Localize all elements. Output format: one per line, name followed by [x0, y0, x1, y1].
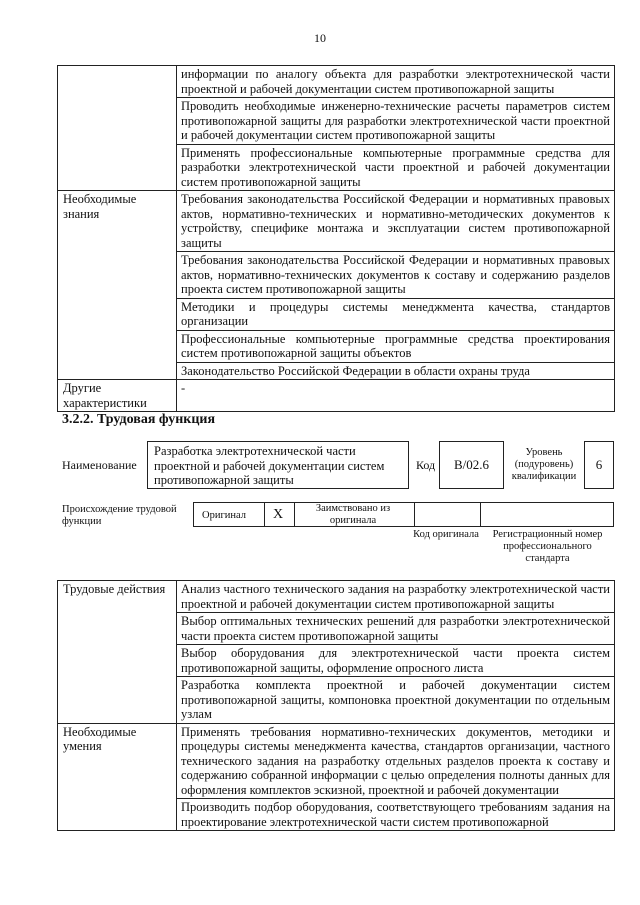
table-cell: Применять требования нормативно-технических документов, методики и процедуры системы менеджмента качества, стандартов организации, частного технического задания на разработку отдельных разделов проекта к составу и содержанию собранной информации с целью определения полноты данных для оформления комплектов эскизной, проектной и рабочей документации [177, 723, 615, 799]
divider [414, 503, 415, 526]
row-label-actions: Трудовые действия [58, 581, 177, 724]
table-row [58, 581, 615, 613]
table-cell: информации по аналогу объекта для разработки электротехнической части проектной и рабочей документации систем противопожарной защиты [177, 66, 615, 98]
table-cell: Требования законодательства Российской Федерации и нормативных правовых актов, нормативно-технических и нормативно-методических документов к устройству, специфике монтажа и эксплуатации систем противопожарной защиты [177, 191, 615, 252]
table-cell: Профессиональные компьютерные программные средства проектирования систем противопожарной защиты объектов [177, 330, 615, 362]
table-row [58, 380, 615, 412]
row-label-skills: Необходимые умения [58, 723, 177, 831]
divider [480, 503, 481, 526]
level-label: Уровень (подуровень) квалификации [511, 447, 577, 482]
section-heading: 3.2.2. Трудовая функция [62, 412, 216, 427]
origin-label: Происхождение трудовой функции [62, 504, 177, 527]
function-name: Разработка электротехнической части проектной и рабочей документации систем противопожарной защиты [147, 441, 409, 489]
divider [264, 503, 265, 526]
table-cell: Требования законодательства Российской Федерации и нормативных правовых актов, нормативно-технических документов к составу и содержанию разделов проекта систем противопожарной защиты [177, 252, 615, 299]
actions-skills-table [57, 580, 615, 831]
table-cell: Применять профессиональные компьютерные программные средства для разработки электротехнической части проектной и рабочей документации систем противопожарной защиты [177, 144, 615, 191]
table-row [58, 723, 615, 799]
table-row [58, 66, 615, 98]
level-value: 6 [584, 441, 614, 489]
row-label [58, 66, 177, 191]
page-number: 10 [314, 31, 326, 45]
code-label: Код [416, 458, 436, 472]
original-mark: X [273, 507, 284, 522]
table-cell: Методики и процедуры системы менеджмента качества, стандартов организации [177, 298, 615, 330]
table-cell: - [177, 380, 615, 412]
table-cell: Проводить необходимые инженерно-технические расчеты параметров систем противопожарной защиты для разработки электротехнической части проектной и рабочей документации систем противопожарной защиты [177, 98, 615, 145]
borrowed-label: Заимствовано из оригинала [315, 503, 391, 526]
table-cell: Анализ частного технического задания на разработку электротехнической части проектной и рабочей документации систем противопожарной защиты [177, 581, 615, 613]
skills-knowledge-table [57, 65, 615, 412]
name-label: Наименование [62, 458, 137, 472]
original-label: Оригинал [202, 510, 246, 521]
table-row [58, 191, 615, 252]
table-cell: Разработка комплекта проектной и рабочей документации систем противопожарной защиты, компоновка проектной документации по отдельным узлам [177, 677, 615, 724]
code-value: B/02.6 [439, 441, 504, 489]
registration-number-label: Регистрационный номер профессионального стандарта [492, 529, 603, 564]
table-cell: Выбор оборудования для электротехнической части проекта систем противопожарной защиты, оформление опросного листа [177, 645, 615, 677]
table-cell: Выбор оптимальных технических решений для разработки электротехнической части проекта систем противопожарной защиты [177, 613, 615, 645]
table-cell: Производить подбор оборудования, соответствующего требованиям задания на проектирование электротехнической части систем противопожарной [177, 799, 615, 831]
code-original-label: Код оригинала [413, 529, 479, 540]
table-cell: Законодательство Российской Федерации в области охраны труда [177, 362, 615, 380]
row-label-other: Другие характеристики [58, 380, 177, 412]
row-label-knowledge: Необходимые знания [58, 191, 177, 380]
